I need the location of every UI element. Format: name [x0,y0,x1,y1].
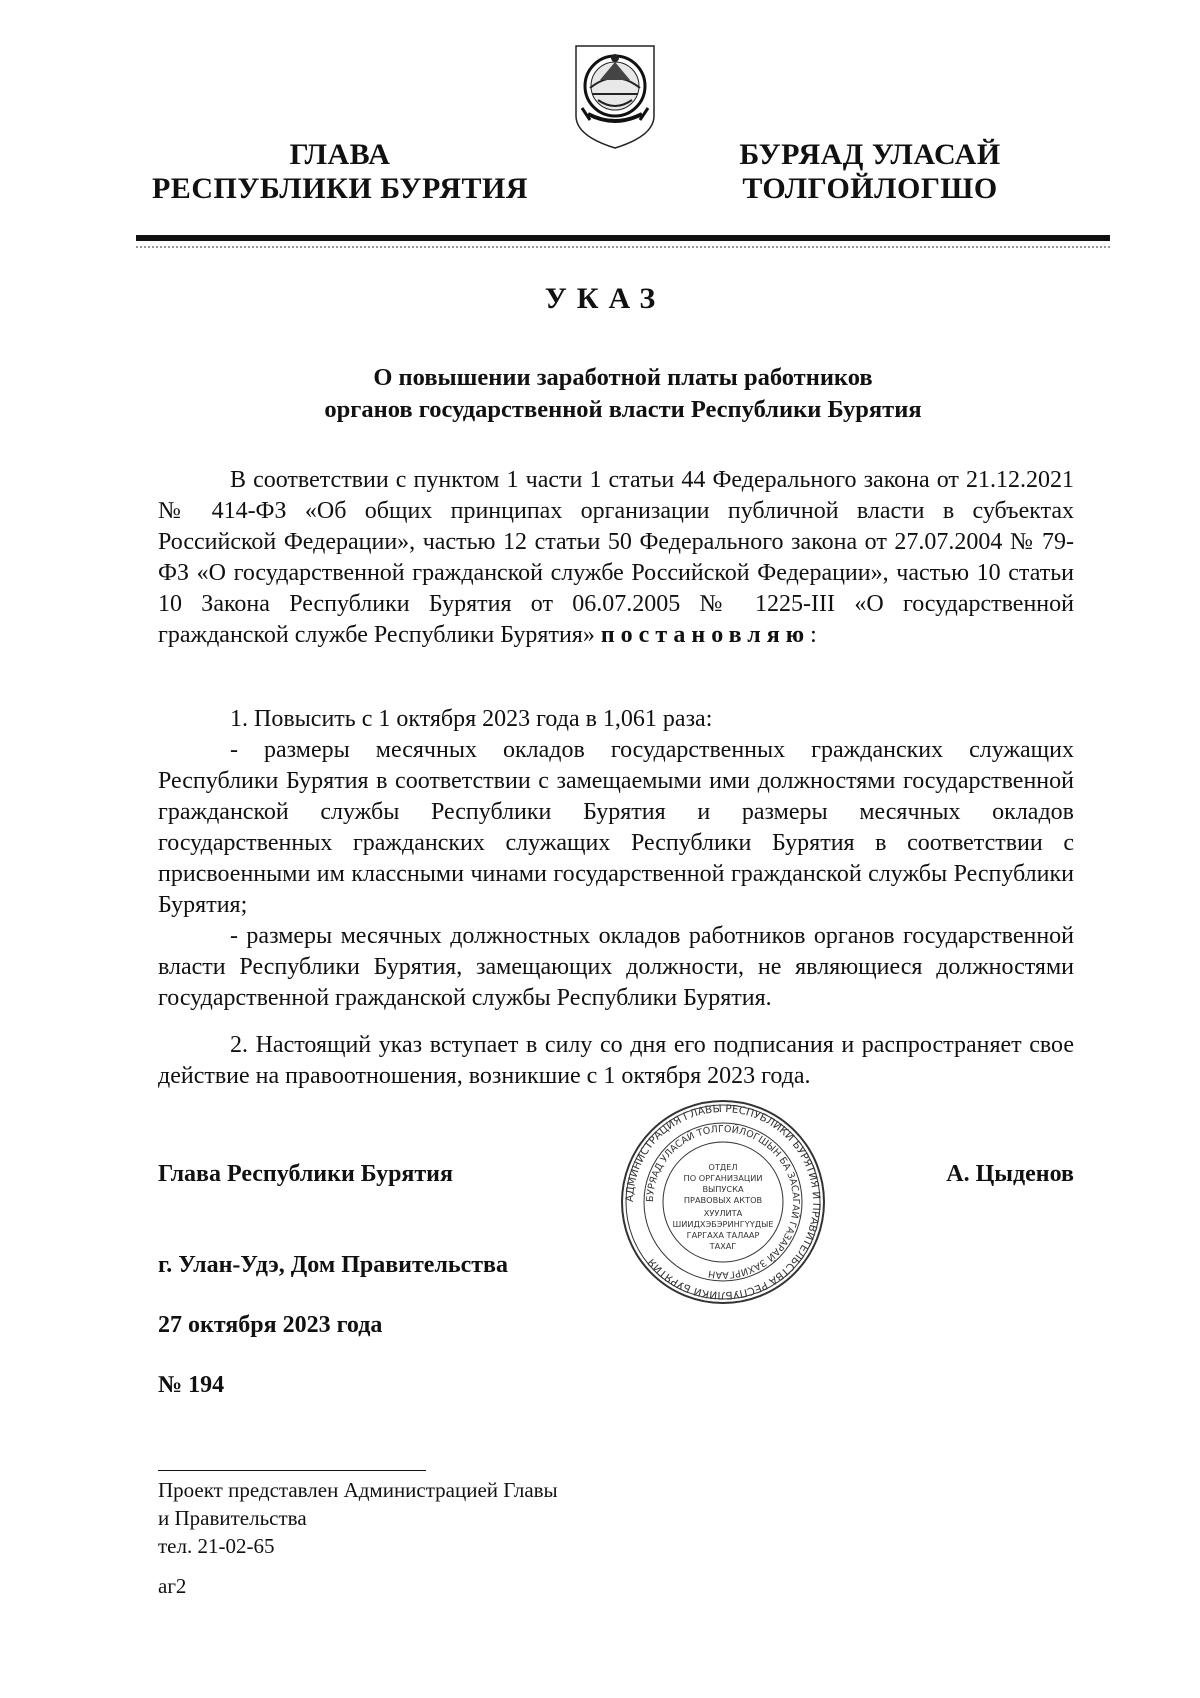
decree-word: постановляю [600,622,811,648]
coat-of-arms-icon [570,28,660,150]
subject-line1: О повышении заработной платы работников [373,364,873,391]
seal-line: ВЫПУСКА [702,1184,744,1194]
seal-inner-text: БУРЯАД УЛАСАЙ ТОЛГОЙЛОГШЫН БА ЗАСАГАЙ ГАЗАРАЙ ЗАХИРГААН [644,1123,802,1281]
footnote-divider [158,1470,426,1471]
document-title: УКАЗ [544,282,666,315]
item-1-text: 1. Повысить с 1 октября 2023 года в 1,061 раза: [230,706,713,732]
issuer-header-buryat-line1: БУРЯАД УЛАСАЙ [739,138,1001,171]
item-2-text: 2. Настоящий указ вступает в силу со дня его подписания и распространяет свое действие на правоотношения, возникшие с 1 октября 2023 года. [158,1032,1074,1089]
seal-line: ОТДЕЛ [708,1162,738,1172]
signing-place: г. Улан-Удэ, Дом Правительства [158,1252,509,1278]
decree-number: № 194 [158,1372,225,1398]
footnote [158,1476,558,1560]
issuer-header-line2: РЕСПУБЛИКИ БУРЯТИЯ [151,172,529,205]
signatory-position: Глава Республики Бурятия [158,1161,453,1187]
issuer-header-buryat [700,138,1040,206]
official-seal-icon [618,1098,828,1306]
issuer-header-buryat-line2: ТОЛГОЙЛОГШО [742,172,998,205]
item-1-bullet-2: - размеры месячных должностных окладов работников органов государственной власти Республики Бурятия, замещающих должности, не являющиеся должностями государственной гражданской службы Республики Бурятия. [158,923,1074,1011]
preamble-colon: : [810,622,817,648]
preamble [158,465,1074,651]
issuer-header-line1: ГЛАВА [289,138,391,171]
seal-outer-text: АДМИНИСТРАЦИЯ ГЛАВЫ РЕСПУБЛИКИ БУРЯТИЯ И ПРАВИТЕЛЬСТВА РЕСПУБЛИКИ БУРЯТИЯ [623,1102,823,1302]
issuer-header [140,138,540,206]
seal-line: ГАРГАХА ТАЛААР [686,1230,760,1240]
document-subject [136,362,1110,426]
preamble-text: В соответствии с пунктом 1 части 1 статьи 44 Федерального закона от 21.12.2021 № 414-ФЗ «Об общих принципах организации публичной власти в субъектах Российской Федерации», частью 12 статьи 50 Федерального закона от 27.07.2004 № 79-ФЗ «О государственной гражданской службе Российской Федерации», частью 10 статьи 10 Закона Республики Бурятия от 06.07.2005 № 1225-III «О государственной гражданской службе Республики Бурятия» [158,467,1074,648]
seal-line: ПО ОРГАНИЗАЦИИ [683,1173,763,1183]
header-divider-thin [136,246,1110,248]
item-2 [158,1030,1074,1092]
item-1 [158,704,1074,1014]
header-divider [136,235,1110,241]
item-1-bullet-1: - размеры месячных окладов государственных гражданских служащих Республики Бурятия в соответствии с замещаемыми ими должностями государственной гражданской службы Республики Бурятия и размеры месячных окладов государственных гражданских служащих Республики Бурятия в соответствии с присвоенными им классными чинами государственной гражданской службы Республики Бурятия; [158,737,1074,918]
seal-line: ШИИДХЭБЭРИНГҮҮДЫЕ [672,1219,774,1229]
document-code: аг2 [158,1574,187,1598]
footnote-line3: тел. 21-02-65 [158,1534,275,1558]
signing-date: 27 октября 2023 года [158,1312,383,1338]
seal-line: ТАХАГ [709,1241,737,1251]
signatory-name: А. Цыденов [946,1161,1074,1187]
subject-line2: органов государственной власти Республики Бурятия [324,396,922,423]
footnote-line1: Проект представлен Администрацией Главы [158,1478,558,1502]
seal-line: ХУУЛИТА [703,1208,743,1218]
footnote-line2: и Правительства [158,1506,307,1530]
seal-line: ПРАВОВЫХ АКТОВ [683,1195,763,1205]
